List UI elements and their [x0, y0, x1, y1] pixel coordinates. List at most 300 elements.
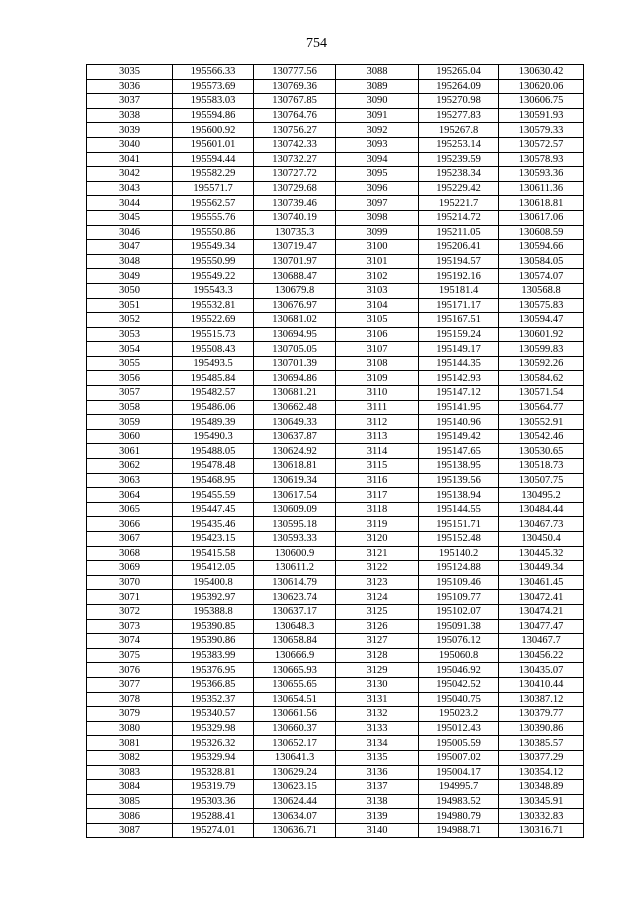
point-id-right-cell: 3113	[336, 429, 419, 444]
x-left-cell: 195549.34	[173, 240, 254, 255]
x-right-cell: 195046.92	[419, 663, 499, 678]
point-id-left-cell: 3060	[87, 429, 173, 444]
point-id-right-cell: 3116	[336, 473, 419, 488]
y-left-cell: 130660.37	[254, 721, 336, 736]
table-row	[87, 677, 584, 692]
y-left-cell: 130739.46	[254, 196, 336, 211]
y-right-cell: 130474.21	[499, 604, 584, 619]
x-left-cell: 195468.95	[173, 473, 254, 488]
page-number: 754	[306, 36, 327, 51]
point-id-left-cell: 3066	[87, 517, 173, 532]
x-left-cell: 195489.39	[173, 415, 254, 430]
point-id-left-cell: 3057	[87, 386, 173, 401]
point-id-left-cell: 3049	[87, 269, 173, 284]
x-right-cell: 195149.17	[419, 342, 499, 357]
y-right-cell: 130630.42	[499, 65, 584, 80]
y-left-cell: 130729.68	[254, 181, 336, 196]
y-left-cell: 130661.56	[254, 707, 336, 722]
table-row	[87, 459, 584, 474]
x-left-cell: 195543.3	[173, 283, 254, 298]
x-right-cell: 195138.95	[419, 459, 499, 474]
point-id-right-cell: 3134	[336, 736, 419, 751]
y-left-cell: 130624.44	[254, 794, 336, 809]
y-left-cell: 130701.39	[254, 356, 336, 371]
point-id-right-cell: 3093	[336, 137, 419, 152]
y-right-cell: 130450.4	[499, 532, 584, 547]
y-left-cell: 130619.34	[254, 473, 336, 488]
point-id-right-cell: 3100	[336, 240, 419, 255]
x-left-cell: 195594.44	[173, 152, 254, 167]
table-row	[87, 167, 584, 182]
x-left-cell: 195303.36	[173, 794, 254, 809]
point-id-left-cell: 3073	[87, 619, 173, 634]
table-row	[87, 225, 584, 240]
y-right-cell: 130410.44	[499, 677, 584, 692]
point-id-left-cell: 3070	[87, 575, 173, 590]
point-id-right-cell: 3137	[336, 780, 419, 795]
point-id-right-cell: 3120	[336, 532, 419, 547]
x-right-cell: 195167.51	[419, 313, 499, 328]
point-id-right-cell: 3126	[336, 619, 419, 634]
x-right-cell: 195270.98	[419, 94, 499, 109]
x-left-cell: 195549.22	[173, 269, 254, 284]
y-left-cell: 130641.3	[254, 750, 336, 765]
coordinates-table-body	[87, 65, 584, 838]
point-id-right-cell: 3114	[336, 444, 419, 459]
y-left-cell: 130676.97	[254, 298, 336, 313]
y-left-cell: 130611.2	[254, 561, 336, 576]
x-right-cell: 195060.8	[419, 648, 499, 663]
point-id-left-cell: 3044	[87, 196, 173, 211]
x-left-cell: 195515.73	[173, 327, 254, 342]
x-left-cell: 195447.45	[173, 502, 254, 517]
table-row	[87, 298, 584, 313]
point-id-left-cell: 3039	[87, 123, 173, 138]
y-right-cell: 130572.57	[499, 137, 584, 152]
table-row	[87, 269, 584, 284]
coordinates-table	[86, 64, 584, 838]
y-left-cell: 130727.72	[254, 167, 336, 182]
table-row	[87, 313, 584, 328]
y-left-cell: 130756.27	[254, 123, 336, 138]
x-left-cell: 195508.43	[173, 342, 254, 357]
table-row	[87, 181, 584, 196]
y-left-cell: 130719.47	[254, 240, 336, 255]
x-right-cell: 195109.77	[419, 590, 499, 605]
y-right-cell: 130578.93	[499, 152, 584, 167]
point-id-right-cell: 3133	[336, 721, 419, 736]
x-right-cell: 195139.56	[419, 473, 499, 488]
point-id-right-cell: 3096	[336, 181, 419, 196]
y-left-cell: 130637.87	[254, 429, 336, 444]
point-id-left-cell: 3067	[87, 532, 173, 547]
x-right-cell: 194995.7	[419, 780, 499, 795]
point-id-right-cell: 3109	[336, 371, 419, 386]
point-id-right-cell: 3104	[336, 298, 419, 313]
y-right-cell: 130599.83	[499, 342, 584, 357]
table-row	[87, 692, 584, 707]
x-right-cell: 195238.34	[419, 167, 499, 182]
point-id-left-cell: 3082	[87, 750, 173, 765]
point-id-left-cell: 3042	[87, 167, 173, 182]
table-row	[87, 254, 584, 269]
table-row	[87, 283, 584, 298]
x-right-cell: 195171.17	[419, 298, 499, 313]
point-id-right-cell: 3089	[336, 79, 419, 94]
y-right-cell: 130593.36	[499, 167, 584, 182]
x-right-cell: 195147.12	[419, 386, 499, 401]
table-row	[87, 415, 584, 430]
y-left-cell: 130637.17	[254, 604, 336, 619]
x-left-cell: 195319.79	[173, 780, 254, 795]
point-id-right-cell: 3136	[336, 765, 419, 780]
x-left-cell: 195555.76	[173, 210, 254, 225]
y-right-cell: 130575.83	[499, 298, 584, 313]
y-right-cell: 130387.12	[499, 692, 584, 707]
y-right-cell: 130579.33	[499, 123, 584, 138]
x-right-cell: 195192.16	[419, 269, 499, 284]
point-id-right-cell: 3091	[336, 108, 419, 123]
table-row	[87, 575, 584, 590]
y-right-cell: 130592.26	[499, 356, 584, 371]
point-id-right-cell: 3110	[336, 386, 419, 401]
point-id-right-cell: 3111	[336, 400, 419, 415]
table-row	[87, 473, 584, 488]
y-right-cell: 130379.77	[499, 707, 584, 722]
x-right-cell: 195151.71	[419, 517, 499, 532]
y-left-cell: 130593.33	[254, 532, 336, 547]
table-row	[87, 429, 584, 444]
y-right-cell: 130618.81	[499, 196, 584, 211]
x-right-cell: 195004.17	[419, 765, 499, 780]
y-left-cell: 130769.36	[254, 79, 336, 94]
point-id-left-cell: 3052	[87, 313, 173, 328]
point-id-left-cell: 3087	[87, 823, 173, 838]
point-id-left-cell: 3074	[87, 634, 173, 649]
point-id-right-cell: 3132	[336, 707, 419, 722]
x-right-cell: 195141.95	[419, 400, 499, 415]
x-left-cell: 195550.86	[173, 225, 254, 240]
point-id-right-cell: 3092	[336, 123, 419, 138]
point-id-right-cell: 3130	[336, 677, 419, 692]
y-right-cell: 130584.05	[499, 254, 584, 269]
point-id-left-cell: 3077	[87, 677, 173, 692]
table-row	[87, 210, 584, 225]
table-row	[87, 488, 584, 503]
y-right-cell: 130467.73	[499, 517, 584, 532]
y-right-cell: 130606.75	[499, 94, 584, 109]
point-id-right-cell: 3129	[336, 663, 419, 678]
point-id-left-cell: 3040	[87, 137, 173, 152]
table-row	[87, 780, 584, 795]
table-row	[87, 707, 584, 722]
table-row	[87, 809, 584, 824]
x-right-cell: 195152.48	[419, 532, 499, 547]
x-left-cell: 195522.69	[173, 313, 254, 328]
x-right-cell: 195253.14	[419, 137, 499, 152]
y-left-cell: 130742.33	[254, 137, 336, 152]
y-right-cell: 130601.92	[499, 327, 584, 342]
point-id-left-cell: 3069	[87, 561, 173, 576]
x-right-cell: 195194.57	[419, 254, 499, 269]
x-left-cell: 195482.57	[173, 386, 254, 401]
y-left-cell: 130688.47	[254, 269, 336, 284]
point-id-left-cell: 3065	[87, 502, 173, 517]
table-row	[87, 532, 584, 547]
point-id-left-cell: 3038	[87, 108, 173, 123]
table-row	[87, 634, 584, 649]
y-right-cell: 130594.66	[499, 240, 584, 255]
x-left-cell: 195376.95	[173, 663, 254, 678]
table-row	[87, 663, 584, 678]
point-id-right-cell: 3124	[336, 590, 419, 605]
x-left-cell: 195485.84	[173, 371, 254, 386]
y-left-cell: 130732.27	[254, 152, 336, 167]
point-id-left-cell: 3079	[87, 707, 173, 722]
point-id-right-cell: 3106	[336, 327, 419, 342]
y-right-cell: 130564.77	[499, 400, 584, 415]
point-id-left-cell: 3062	[87, 459, 173, 474]
x-right-cell: 195102.07	[419, 604, 499, 619]
x-right-cell: 195140.2	[419, 546, 499, 561]
point-id-right-cell: 3097	[336, 196, 419, 211]
table-row	[87, 196, 584, 211]
x-left-cell: 195329.94	[173, 750, 254, 765]
y-right-cell: 130484.44	[499, 502, 584, 517]
y-left-cell: 130654.51	[254, 692, 336, 707]
y-left-cell: 130705.05	[254, 342, 336, 357]
y-left-cell: 130648.3	[254, 619, 336, 634]
y-left-cell: 130681.02	[254, 313, 336, 328]
table-row	[87, 517, 584, 532]
table-row	[87, 152, 584, 167]
point-id-right-cell: 3094	[336, 152, 419, 167]
point-id-right-cell: 3098	[336, 210, 419, 225]
point-id-right-cell: 3115	[336, 459, 419, 474]
table-row	[87, 386, 584, 401]
point-id-left-cell: 3063	[87, 473, 173, 488]
point-id-right-cell: 3128	[336, 648, 419, 663]
table-row	[87, 546, 584, 561]
x-left-cell: 195329.98	[173, 721, 254, 736]
x-right-cell: 195040.75	[419, 692, 499, 707]
x-right-cell: 195239.59	[419, 152, 499, 167]
point-id-right-cell: 3125	[336, 604, 419, 619]
y-left-cell: 130634.07	[254, 809, 336, 824]
point-id-right-cell: 3090	[336, 94, 419, 109]
y-right-cell: 130449.34	[499, 561, 584, 576]
x-right-cell: 194980.79	[419, 809, 499, 824]
x-left-cell: 195288.41	[173, 809, 254, 824]
y-left-cell: 130617.54	[254, 488, 336, 503]
x-right-cell: 195267.8	[419, 123, 499, 138]
y-left-cell: 130666.9	[254, 648, 336, 663]
point-id-left-cell: 3081	[87, 736, 173, 751]
point-id-right-cell: 3135	[336, 750, 419, 765]
point-id-left-cell: 3037	[87, 94, 173, 109]
point-id-right-cell: 3103	[336, 283, 419, 298]
y-right-cell: 130354.12	[499, 765, 584, 780]
point-id-right-cell: 3127	[336, 634, 419, 649]
x-left-cell: 195601.01	[173, 137, 254, 152]
point-id-left-cell: 3080	[87, 721, 173, 736]
point-id-right-cell: 3123	[336, 575, 419, 590]
y-left-cell: 130777.56	[254, 65, 336, 80]
y-right-cell: 130445.32	[499, 546, 584, 561]
table-row	[87, 736, 584, 751]
x-left-cell: 195390.86	[173, 634, 254, 649]
point-id-left-cell: 3085	[87, 794, 173, 809]
table-row	[87, 94, 584, 109]
y-right-cell: 130377.29	[499, 750, 584, 765]
y-left-cell: 130679.8	[254, 283, 336, 298]
x-right-cell: 195265.04	[419, 65, 499, 80]
x-right-cell: 195149.42	[419, 429, 499, 444]
y-left-cell: 130614.79	[254, 575, 336, 590]
point-id-right-cell: 3112	[336, 415, 419, 430]
table-row	[87, 794, 584, 809]
point-id-left-cell: 3053	[87, 327, 173, 342]
x-right-cell: 195042.52	[419, 677, 499, 692]
table-row	[87, 371, 584, 386]
y-right-cell: 130332.83	[499, 809, 584, 824]
x-right-cell: 195144.55	[419, 502, 499, 517]
x-left-cell: 195340.57	[173, 707, 254, 722]
point-id-left-cell: 3036	[87, 79, 173, 94]
point-id-left-cell: 3083	[87, 765, 173, 780]
y-left-cell: 130624.92	[254, 444, 336, 459]
x-left-cell: 195352.37	[173, 692, 254, 707]
x-right-cell: 195007.02	[419, 750, 499, 765]
x-left-cell: 195328.81	[173, 765, 254, 780]
x-left-cell: 195532.81	[173, 298, 254, 313]
point-id-left-cell: 3054	[87, 342, 173, 357]
x-right-cell: 195181.4	[419, 283, 499, 298]
table-row	[87, 65, 584, 80]
y-left-cell: 130735.3	[254, 225, 336, 240]
x-left-cell: 195600.92	[173, 123, 254, 138]
x-right-cell: 195214.72	[419, 210, 499, 225]
y-left-cell: 130649.33	[254, 415, 336, 430]
y-left-cell: 130652.17	[254, 736, 336, 751]
y-left-cell: 130767.85	[254, 94, 336, 109]
y-left-cell: 130701.97	[254, 254, 336, 269]
y-left-cell: 130595.18	[254, 517, 336, 532]
y-left-cell: 130764.76	[254, 108, 336, 123]
point-id-right-cell: 3105	[336, 313, 419, 328]
y-left-cell: 130655.65	[254, 677, 336, 692]
point-id-right-cell: 3131	[336, 692, 419, 707]
x-right-cell: 195147.65	[419, 444, 499, 459]
x-right-cell: 195206.41	[419, 240, 499, 255]
x-left-cell: 195274.01	[173, 823, 254, 838]
point-id-right-cell: 3139	[336, 809, 419, 824]
y-left-cell: 130600.9	[254, 546, 336, 561]
table-row	[87, 137, 584, 152]
y-right-cell: 130435.07	[499, 663, 584, 678]
y-left-cell: 130636.71	[254, 823, 336, 838]
table-row	[87, 123, 584, 138]
y-right-cell: 130518.73	[499, 459, 584, 474]
x-right-cell: 195221.7	[419, 196, 499, 211]
point-id-right-cell: 3121	[336, 546, 419, 561]
point-id-left-cell: 3064	[87, 488, 173, 503]
x-right-cell: 195012.43	[419, 721, 499, 736]
point-id-left-cell: 3075	[87, 648, 173, 663]
x-left-cell: 195415.58	[173, 546, 254, 561]
point-id-left-cell: 3050	[87, 283, 173, 298]
y-right-cell: 130591.93	[499, 108, 584, 123]
y-right-cell: 130385.57	[499, 736, 584, 751]
point-id-left-cell: 3043	[87, 181, 173, 196]
y-right-cell: 130495.2	[499, 488, 584, 503]
point-id-left-cell: 3048	[87, 254, 173, 269]
y-right-cell: 130348.89	[499, 780, 584, 795]
y-right-cell: 130568.8	[499, 283, 584, 298]
y-right-cell: 130594.47	[499, 313, 584, 328]
point-id-left-cell: 3041	[87, 152, 173, 167]
point-id-left-cell: 3046	[87, 225, 173, 240]
x-left-cell: 195435.46	[173, 517, 254, 532]
y-right-cell: 130316.71	[499, 823, 584, 838]
x-left-cell: 195366.85	[173, 677, 254, 692]
x-left-cell: 195582.29	[173, 167, 254, 182]
point-id-left-cell: 3076	[87, 663, 173, 678]
x-left-cell: 195488.05	[173, 444, 254, 459]
table-row	[87, 765, 584, 780]
x-right-cell: 195229.42	[419, 181, 499, 196]
x-left-cell: 195583.03	[173, 94, 254, 109]
y-left-cell: 130681.21	[254, 386, 336, 401]
x-left-cell: 195478.48	[173, 459, 254, 474]
x-left-cell: 195455.59	[173, 488, 254, 503]
point-id-left-cell: 3071	[87, 590, 173, 605]
y-left-cell: 130694.86	[254, 371, 336, 386]
x-left-cell: 195423.15	[173, 532, 254, 547]
table-row	[87, 721, 584, 736]
x-left-cell: 195573.69	[173, 79, 254, 94]
point-id-right-cell: 3102	[336, 269, 419, 284]
x-left-cell: 195562.57	[173, 196, 254, 211]
point-id-right-cell: 3117	[336, 488, 419, 503]
y-right-cell: 130611.36	[499, 181, 584, 196]
x-right-cell: 195005.59	[419, 736, 499, 751]
x-right-cell: 195124.88	[419, 561, 499, 576]
y-left-cell: 130694.95	[254, 327, 336, 342]
y-left-cell: 130665.93	[254, 663, 336, 678]
table-row	[87, 108, 584, 123]
x-right-cell: 195023.2	[419, 707, 499, 722]
y-right-cell: 130542.46	[499, 429, 584, 444]
y-left-cell: 130740.19	[254, 210, 336, 225]
x-right-cell: 195140.96	[419, 415, 499, 430]
x-right-cell: 195076.12	[419, 634, 499, 649]
table-row	[87, 619, 584, 634]
x-left-cell: 195490.3	[173, 429, 254, 444]
y-left-cell: 130623.74	[254, 590, 336, 605]
point-id-left-cell: 3058	[87, 400, 173, 415]
y-right-cell: 130574.07	[499, 269, 584, 284]
point-id-left-cell: 3086	[87, 809, 173, 824]
table-row	[87, 750, 584, 765]
x-left-cell: 195388.8	[173, 604, 254, 619]
point-id-left-cell: 3055	[87, 356, 173, 371]
x-right-cell: 194988.71	[419, 823, 499, 838]
table-row	[87, 648, 584, 663]
y-left-cell: 130658.84	[254, 634, 336, 649]
y-right-cell: 130571.54	[499, 386, 584, 401]
y-right-cell: 130467.7	[499, 634, 584, 649]
